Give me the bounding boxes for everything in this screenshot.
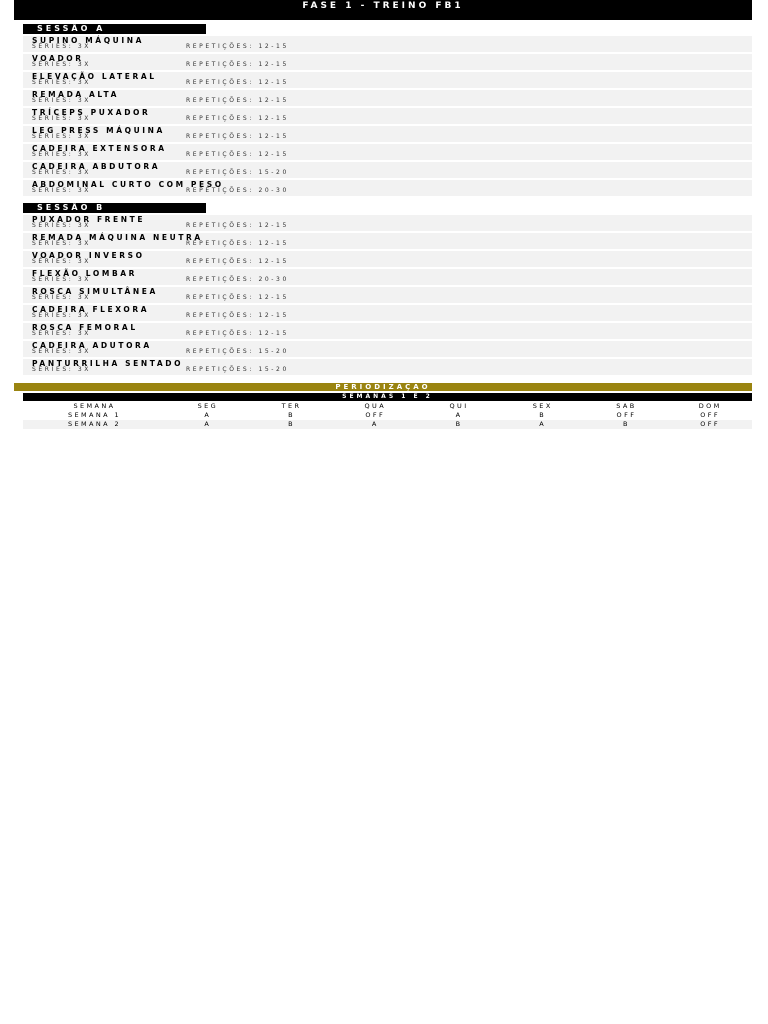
reps-label: REPETIÇÕES: xyxy=(186,258,254,265)
schedule-cell: SEMANA xyxy=(73,402,116,410)
reps-label: REPETIÇÕES: xyxy=(186,79,254,86)
exercise-name: ELEVAÇÃO LATERAL xyxy=(32,72,157,81)
exercise-series xyxy=(32,240,91,248)
series-value: 3X xyxy=(77,187,92,194)
series-label: SÉRIES: xyxy=(32,187,74,194)
schedule-cell: A xyxy=(539,420,547,428)
exercise-reps xyxy=(186,79,289,87)
reps-value: 20-30 xyxy=(258,276,289,283)
reps-value: 12-15 xyxy=(258,240,289,247)
series-label: SÉRIES: xyxy=(32,115,74,122)
reps-value: 15-20 xyxy=(258,169,289,176)
series-value: 3X xyxy=(77,115,92,122)
reps-value: 12-15 xyxy=(258,151,289,158)
schedule-cell: QUI xyxy=(449,402,469,410)
schedule-row xyxy=(23,411,752,420)
exercise-name: REMADA MÁQUINA NEUTRA xyxy=(32,233,203,242)
page-title: FASE 1 - TREINO FB1 xyxy=(14,0,752,20)
reps-label: REPETIÇÕES: xyxy=(186,169,254,176)
exercise-series xyxy=(32,133,91,141)
series-label: SÉRIES: xyxy=(32,348,74,355)
exercise-row xyxy=(23,144,752,160)
reps-value: 15-20 xyxy=(258,366,289,373)
reps-label: REPETIÇÕES: xyxy=(186,61,254,68)
reps-value: 12-15 xyxy=(258,258,289,265)
reps-label: REPETIÇÕES: xyxy=(186,115,254,122)
session-a-header: SESSÃO A xyxy=(23,24,206,34)
exercise-reps xyxy=(186,366,289,374)
reps-label: REPETIÇÕES: xyxy=(186,187,254,194)
series-label: SÉRIES: xyxy=(32,330,74,337)
schedule-cell: B xyxy=(539,411,547,419)
exercise-reps xyxy=(186,330,289,338)
series-value: 3X xyxy=(77,366,92,373)
exercise-reps xyxy=(186,61,289,69)
schedule-cell: SEMANA 1 xyxy=(68,411,121,419)
schedule-cell: B xyxy=(623,420,630,428)
series-value: 3X xyxy=(77,151,92,158)
reps-value: 12-15 xyxy=(258,43,289,50)
exercise-series xyxy=(32,366,91,374)
schedule-cell: SEX xyxy=(532,402,553,410)
schedule-cell: OFF xyxy=(365,411,386,419)
exercise-row xyxy=(23,323,752,339)
exercise-series xyxy=(32,115,91,123)
exercise-name: LEG PRESS MÁQUINA xyxy=(32,126,165,135)
exercise-series xyxy=(32,79,91,87)
exercise-row xyxy=(23,180,752,196)
reps-label: REPETIÇÕES: xyxy=(186,222,254,229)
reps-label: REPETIÇÕES: xyxy=(186,43,254,50)
exercise-reps xyxy=(186,115,289,123)
exercise-series xyxy=(32,187,91,195)
exercise-name: CADEIRA EXTENSORA xyxy=(32,144,167,153)
schedule-cell: SAB xyxy=(616,402,637,410)
series-value: 3X xyxy=(77,294,92,301)
series-label: SÉRIES: xyxy=(32,240,74,247)
periodization-title: PERIODIZAÇÃO xyxy=(14,383,752,391)
series-value: 3X xyxy=(77,330,92,337)
schedule-row xyxy=(23,420,752,429)
exercise-row xyxy=(23,305,752,321)
reps-value: 12-15 xyxy=(258,97,289,104)
schedule-cell: TER xyxy=(281,402,302,410)
schedule-cell: QUA xyxy=(364,402,387,410)
reps-value: 12-15 xyxy=(258,115,289,122)
exercise-row xyxy=(23,251,752,267)
exercise-reps xyxy=(186,276,289,284)
series-label: SÉRIES: xyxy=(32,258,74,265)
exercise-name: REMADA ALTA xyxy=(32,90,120,99)
exercise-row xyxy=(23,341,752,357)
series-label: SÉRIES: xyxy=(32,169,74,176)
series-value: 3X xyxy=(77,276,92,283)
exercise-reps xyxy=(186,258,289,266)
reps-label: REPETIÇÕES: xyxy=(186,240,254,247)
series-value: 3X xyxy=(77,61,92,68)
exercise-series xyxy=(32,330,91,338)
exercise-reps xyxy=(186,312,289,320)
schedule-cell: B xyxy=(455,420,463,428)
series-value: 3X xyxy=(77,79,92,86)
schedule-cell: OFF xyxy=(616,411,637,419)
schedule-cell: A xyxy=(371,420,379,428)
schedule-cell: A xyxy=(204,411,212,419)
schedule-cell: A xyxy=(455,411,463,419)
reps-value: 12-15 xyxy=(258,61,289,68)
exercise-row xyxy=(23,90,752,106)
exercise-name: PUXADOR FRENTE xyxy=(32,215,146,224)
exercise-name: ROSCA FEMORAL xyxy=(32,323,138,332)
schedule-cell: DOM xyxy=(698,402,722,410)
exercise-reps xyxy=(186,348,289,356)
weeks-title: SEMANAS 1 E 2 xyxy=(23,393,752,401)
reps-label: REPETIÇÕES: xyxy=(186,97,254,104)
reps-value: 12-15 xyxy=(258,222,289,229)
exercise-row xyxy=(23,233,752,249)
series-value: 3X xyxy=(77,348,92,355)
exercise-reps xyxy=(186,294,289,302)
exercise-reps xyxy=(186,187,289,195)
reps-label: REPETIÇÕES: xyxy=(186,348,254,355)
exercise-name: SUPINO MÁQUINA xyxy=(32,36,145,45)
reps-value: 20-30 xyxy=(258,187,289,194)
schedule-cell: B xyxy=(288,420,295,428)
exercise-row xyxy=(23,215,752,231)
series-label: SÉRIES: xyxy=(32,366,74,373)
reps-label: REPETIÇÕES: xyxy=(186,294,254,301)
exercise-reps xyxy=(186,97,289,105)
exercise-name: PANTURRILHA SENTADO xyxy=(32,359,184,368)
series-value: 3X xyxy=(77,222,92,229)
exercise-name: CADEIRA ADUTORA xyxy=(32,341,152,350)
reps-label: REPETIÇÕES: xyxy=(186,151,254,158)
series-value: 3X xyxy=(77,312,92,319)
reps-label: REPETIÇÕES: xyxy=(186,312,254,319)
exercise-name: CADEIRA ABDUTORA xyxy=(32,162,161,171)
exercise-row xyxy=(23,359,752,375)
exercise-row xyxy=(23,269,752,285)
reps-value: 12-15 xyxy=(258,79,289,86)
series-label: SÉRIES: xyxy=(32,276,74,283)
reps-value: 12-15 xyxy=(258,133,289,140)
schedule-cell: SEMANA 2 xyxy=(68,420,121,428)
schedule-cell: A xyxy=(204,420,212,428)
exercise-row xyxy=(23,287,752,303)
schedule-cell: SEG xyxy=(197,402,219,410)
series-label: SÉRIES: xyxy=(32,133,74,140)
reps-label: REPETIÇÕES: xyxy=(186,133,254,140)
reps-value: 12-15 xyxy=(258,312,289,319)
reps-value: 12-15 xyxy=(258,330,289,337)
exercise-series xyxy=(32,169,91,177)
exercise-series xyxy=(32,97,91,105)
schedule-cell: B xyxy=(288,411,295,419)
series-label: SÉRIES: xyxy=(32,79,74,86)
series-label: SÉRIES: xyxy=(32,97,74,104)
reps-value: 12-15 xyxy=(258,294,289,301)
exercise-row xyxy=(23,162,752,178)
exercise-reps xyxy=(186,133,289,141)
reps-label: REPETIÇÕES: xyxy=(186,276,254,283)
exercise-name: TRÍCEPS PUXADOR xyxy=(32,108,151,117)
exercise-series xyxy=(32,43,91,51)
exercise-series xyxy=(32,61,91,69)
exercise-row xyxy=(23,126,752,142)
series-value: 3X xyxy=(77,133,92,140)
series-value: 3X xyxy=(77,97,92,104)
series-value: 3X xyxy=(77,43,92,50)
exercise-row xyxy=(23,72,752,88)
exercise-reps xyxy=(186,43,289,51)
exercise-reps xyxy=(186,222,289,230)
exercise-series xyxy=(32,258,91,266)
series-label: SÉRIES: xyxy=(32,312,74,319)
reps-label: REPETIÇÕES: xyxy=(186,330,254,337)
reps-value: 15-20 xyxy=(258,348,289,355)
exercise-name: FLEXÃO LOMBAR xyxy=(32,269,138,278)
series-label: SÉRIES: xyxy=(32,151,74,158)
exercise-row xyxy=(23,54,752,70)
exercise-series xyxy=(32,348,91,356)
exercise-name: CADEIRA FLEXORA xyxy=(32,305,150,314)
series-label: SÉRIES: xyxy=(32,222,74,229)
exercise-name: ABDOMINAL CURTO COM PESO xyxy=(32,180,224,189)
exercise-name: VOADOR INVERSO xyxy=(32,251,145,260)
exercise-series xyxy=(32,222,91,230)
exercise-series xyxy=(32,151,91,159)
series-label: SÉRIES: xyxy=(32,43,74,50)
series-label: SÉRIES: xyxy=(32,294,74,301)
series-label: SÉRIES: xyxy=(32,61,74,68)
exercise-series xyxy=(32,312,91,320)
exercise-reps xyxy=(186,151,289,159)
exercise-row xyxy=(23,36,752,52)
series-value: 3X xyxy=(77,258,92,265)
reps-label: REPETIÇÕES: xyxy=(186,366,254,373)
exercise-series xyxy=(32,294,91,302)
exercise-reps xyxy=(186,240,289,248)
exercise-series xyxy=(32,276,91,284)
session-b-header: SESSÃO B xyxy=(23,203,206,213)
schedule-header-row xyxy=(23,402,752,411)
exercise-row xyxy=(23,108,752,124)
exercise-name: ROSCA SIMULTÂNEA xyxy=(32,287,158,296)
schedule-cell: OFF xyxy=(700,420,721,428)
series-value: 3X xyxy=(77,169,92,176)
schedule-cell: OFF xyxy=(700,411,721,419)
series-value: 3X xyxy=(77,240,92,247)
exercise-name: VOADOR xyxy=(32,54,84,63)
exercise-reps xyxy=(186,169,289,177)
